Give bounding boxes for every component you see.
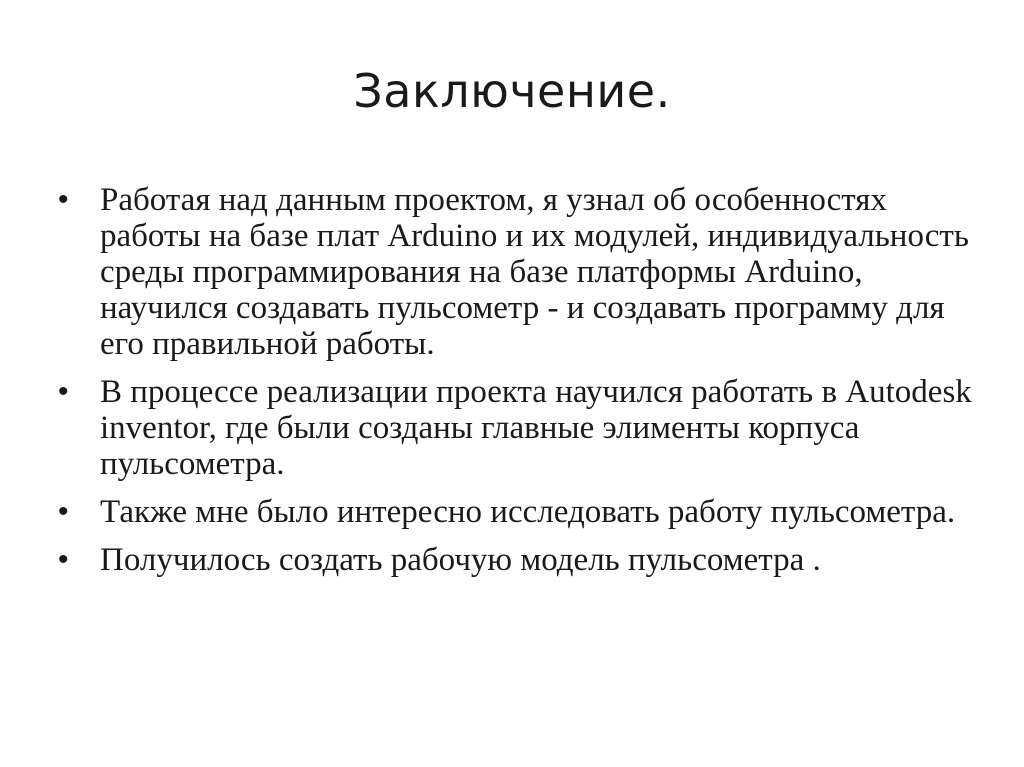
bullet-item [56,494,976,530]
bullet-list [56,182,976,590]
bullet-icon: • [58,183,69,216]
bullet-icon: • [58,375,69,408]
bullet-icon: • [58,543,69,576]
slide-title: Заключение. [353,64,671,118]
bullet-text: Получилось создать рабочую модель пульсометра . [100,542,821,578]
bullet-text: Работая над данным проектом, я узнал об особенностях работы на базе плат Arduino и их модулей, индивидуальность среды программирования на базе платформы Arduino, научился создавать пульсометр - и создавать программу для его правильной работы. [100,182,969,362]
bullet-item [56,542,976,578]
bullet-item [56,374,976,482]
bullet-item [56,182,976,362]
bullet-icon: • [58,495,69,528]
bullet-text: Также мне было интересно исследовать работу пульсометра. [100,494,956,530]
bullet-text: В процессе реализации проекта научился работать в Autodesk inventor, где были созданы главные элименты корпуса пульсометра. [100,374,972,482]
